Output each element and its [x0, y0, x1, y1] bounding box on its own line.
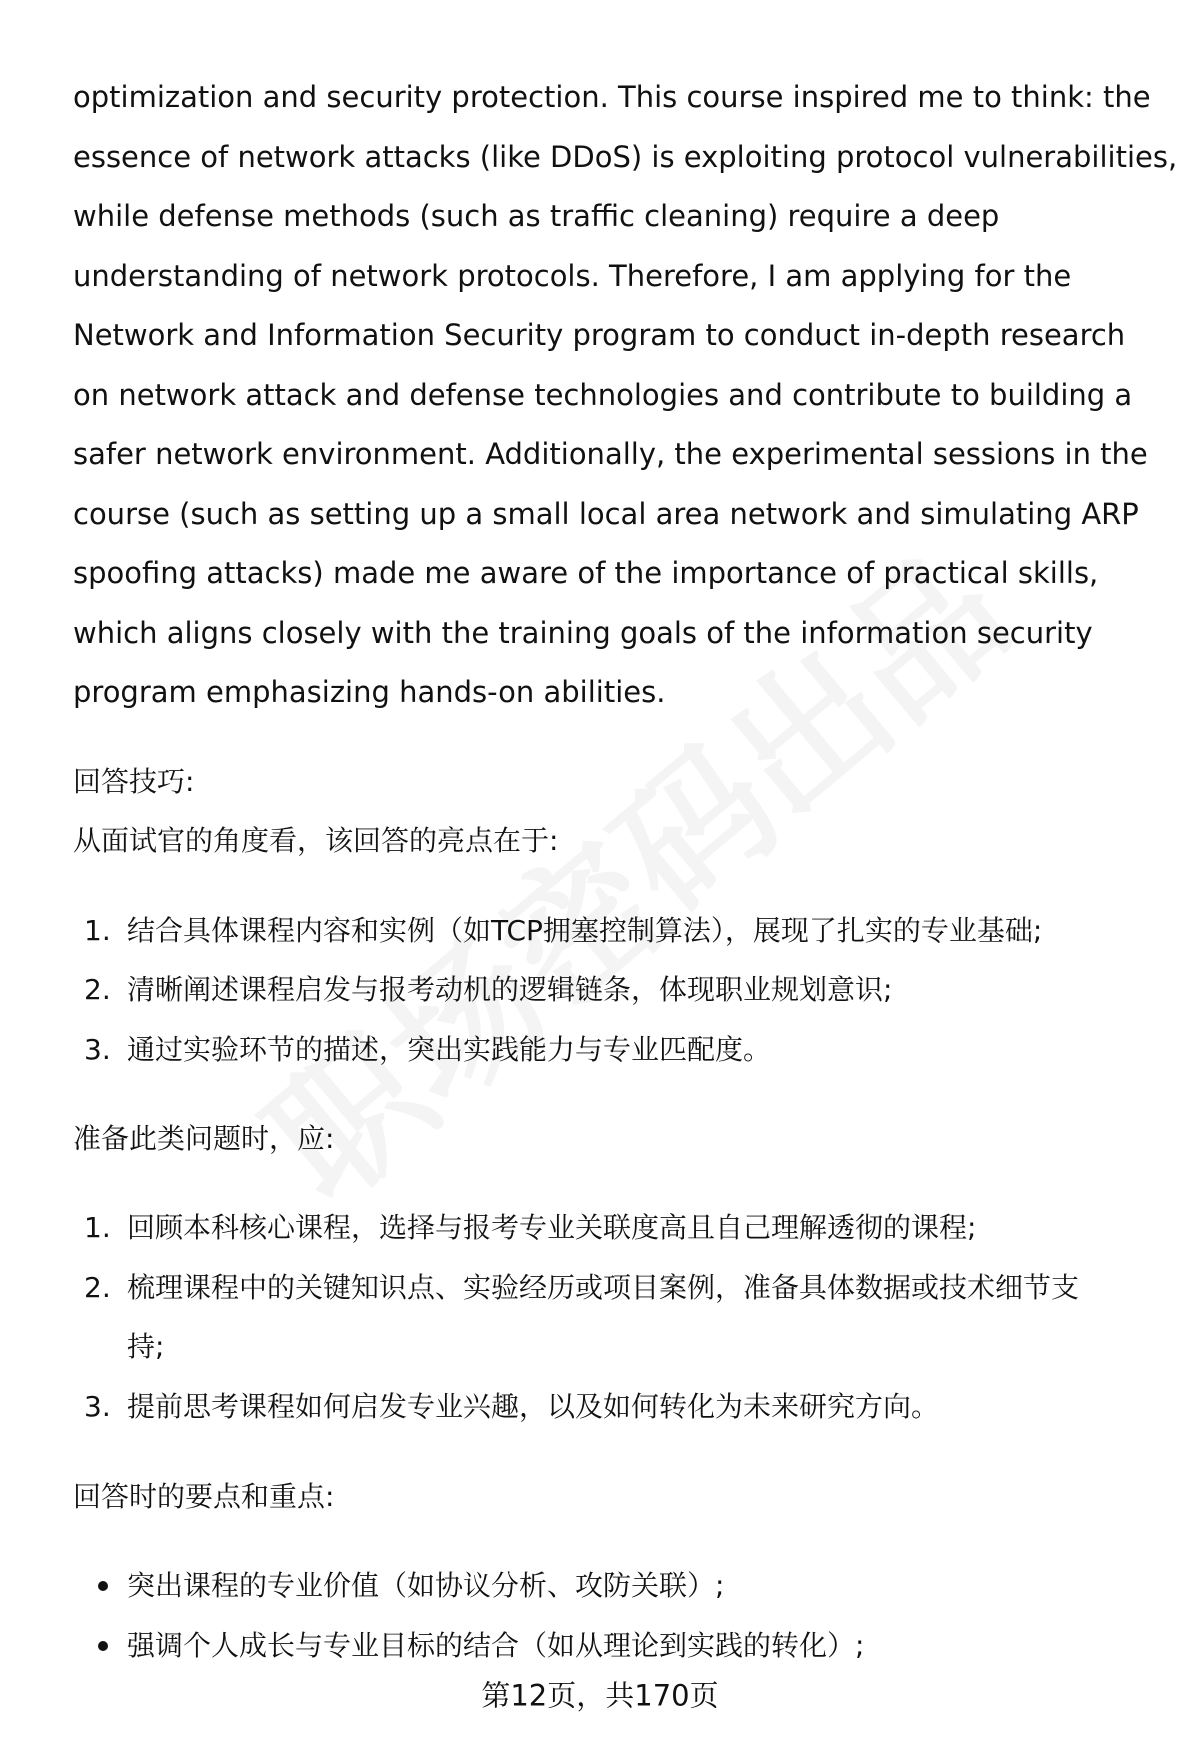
watermark	[216, 496, 1044, 1240]
paragraph-line: program emphasizing hands-on abilities.	[73, 675, 666, 709]
list-number: 3.	[84, 1033, 111, 1066]
paragraph-line: on network attack and defense technologies and contribute to building a	[73, 378, 1133, 412]
tips-intro: 从面试官的角度看，该回答的亮点在于:	[73, 824, 559, 857]
list-item: 强调个人成长与专业目标的结合（如从理论到实践的转化）;	[127, 1629, 865, 1662]
paragraph-line: understanding of network protocols. Therefore, I am applying for the	[73, 259, 1072, 293]
paragraph-line: course (such as setting up a small local area network and simulating ARP	[73, 497, 1139, 531]
list-item: 通过实验环节的描述，突出实践能力与专业匹配度。	[127, 1033, 772, 1066]
paragraph-line: optimization and security protection. This course inspired me to think: the	[73, 80, 1151, 114]
bullet-icon	[98, 1581, 108, 1591]
list-number: 2.	[84, 1271, 111, 1304]
paragraph-line: essence of network attacks (like DDoS) is exploiting protocol vulnerabilities,	[73, 140, 1178, 174]
paragraph-line: Network and Information Security program to conduct in-depth research	[73, 318, 1126, 352]
list-number: 1.	[84, 914, 111, 947]
list-item: 梳理课程中的关键知识点、实验经历或项目案例，准备具体数据或技术细节支	[127, 1271, 1080, 1304]
list-item: 提前思考课程如何启发专业兴趣，以及如何转化为未来研究方向。	[127, 1390, 940, 1423]
list-number: 3.	[84, 1390, 111, 1423]
list-item: 突出课程的专业价值（如协议分析、攻防关联）;	[127, 1569, 725, 1602]
list-number: 1.	[84, 1211, 111, 1244]
list-item: 清晰阐述课程启发与报考动机的逻辑链条，体现职业规划意识;	[127, 973, 893, 1006]
paragraph-line: which aligns closely with the training goals of the information security	[73, 616, 1093, 650]
prep-heading: 准备此类问题时，应:	[73, 1122, 335, 1155]
points-heading: 回答时的要点和重点:	[73, 1480, 335, 1513]
list-number: 2.	[84, 973, 111, 1006]
list-item-continuation: 持;	[127, 1330, 165, 1363]
paragraph-line: while defense methods (such as traffic cleaning) require a deep	[73, 199, 1000, 233]
paragraph-line: spoofing attacks) made me aware of the importance of practical skills,	[73, 556, 1099, 590]
paragraph-line: safer network environment. Additionally, the experimental sessions in the	[73, 437, 1148, 471]
page-footer: 第12页，共170页	[481, 1678, 719, 1713]
list-item: 结合具体课程内容和实例（如TCP拥塞控制算法），展现了扎实的专业基础;	[127, 914, 1043, 947]
tips-heading: 回答技巧:	[73, 765, 195, 798]
list-item: 回顾本科核心课程，选择与报考专业关联度高且自己理解透彻的课程;	[127, 1211, 977, 1244]
bullet-icon	[98, 1641, 108, 1651]
